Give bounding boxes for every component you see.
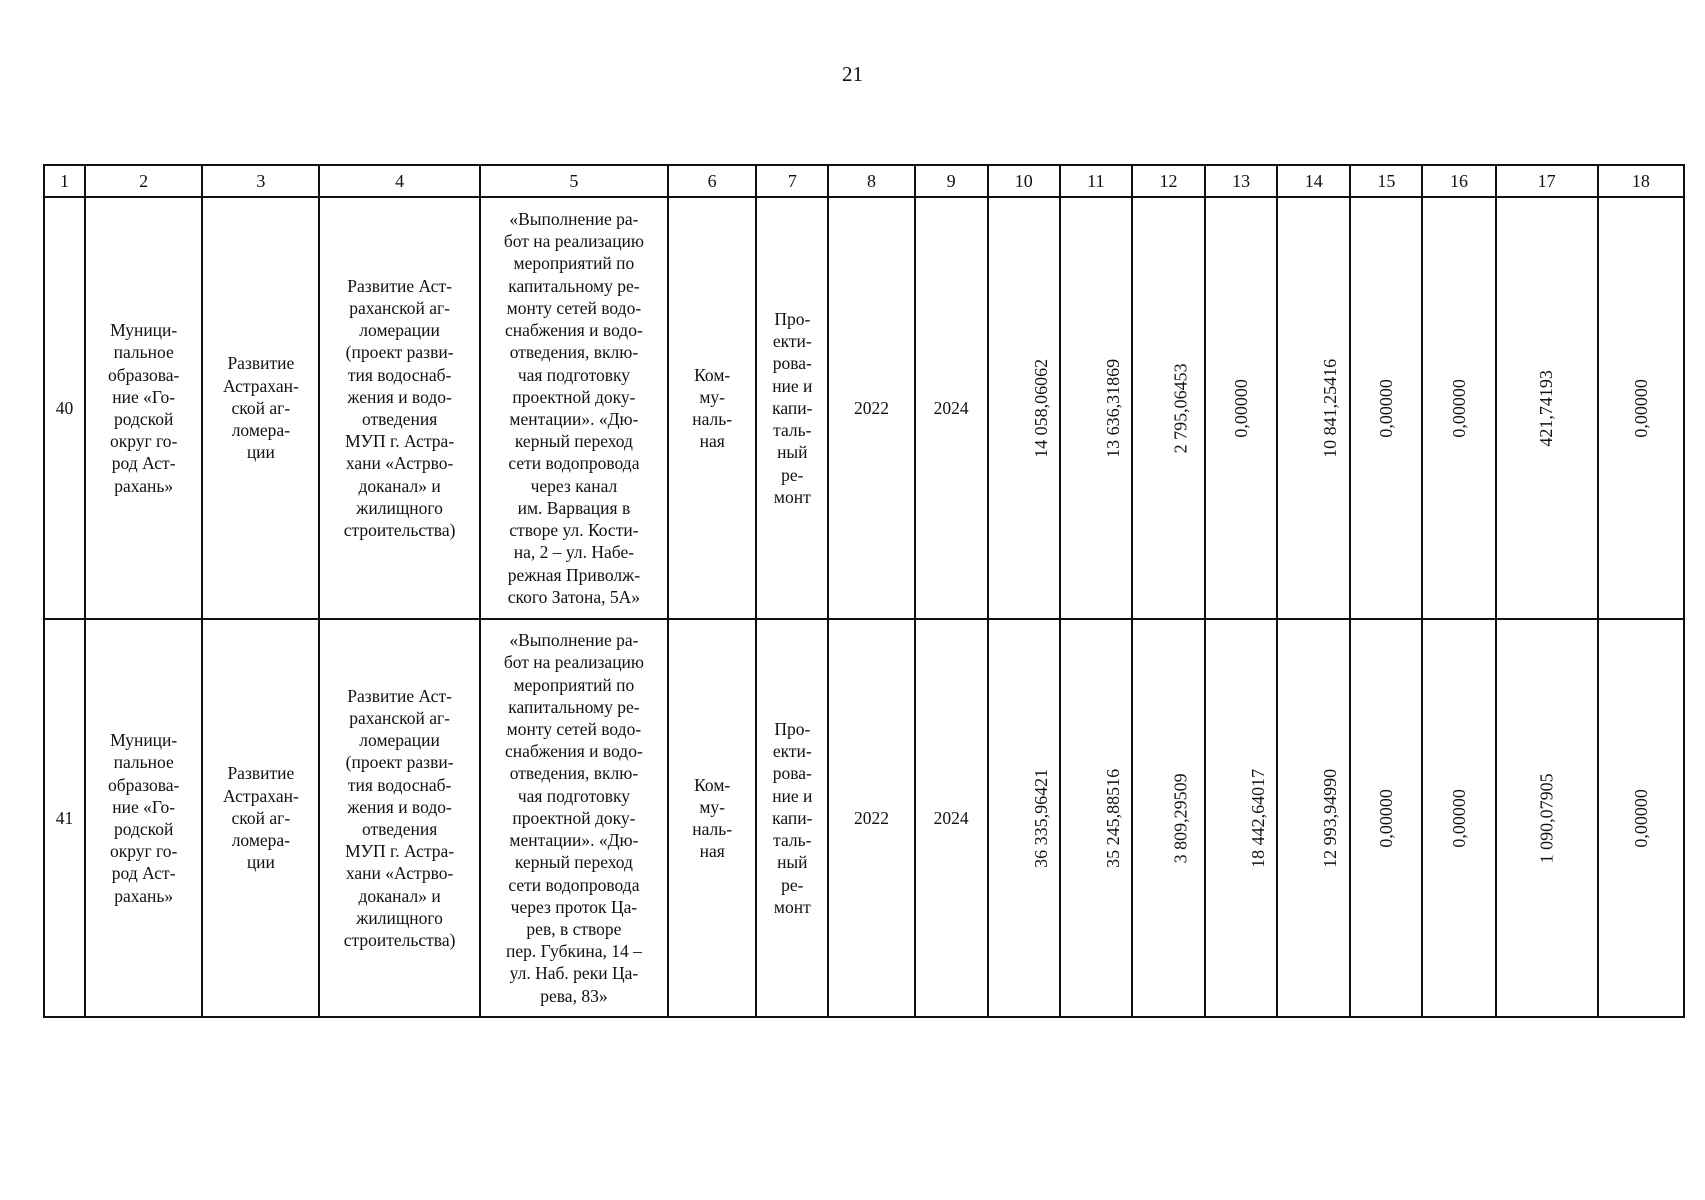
amount-cell xyxy=(1350,619,1422,1017)
column-header: 6 xyxy=(668,165,756,197)
column-header: 13 xyxy=(1205,165,1277,197)
amount-value: 18 442,64017 xyxy=(1248,768,1269,868)
amount-cell xyxy=(1060,619,1132,1017)
amount-value: 10 841,25416 xyxy=(1320,358,1341,458)
column-header: 7 xyxy=(756,165,828,197)
table-row xyxy=(44,197,1684,619)
direction-cell: Развитие Астрахан- ской аг- ломера- ции xyxy=(202,197,319,619)
column-header: 5 xyxy=(480,165,668,197)
amount-value: 12 993,94990 xyxy=(1320,768,1341,868)
object-description-cell: «Выполнение ра- бот на реализацию мероприятий по капитальному ре- монту сетей водо- снабжения и водо- отведения, вклю- чая подготовку проектной доку- ментации». «Дю- керный переход сети водопровода через проток Ца- рев, в створе пер. Губкина, 14 – ул. Наб. реки Ца- рева, 83» xyxy=(480,619,668,1017)
column-header: 1 xyxy=(44,165,85,197)
amount-cell xyxy=(1205,197,1277,619)
amount-cell xyxy=(988,619,1060,1017)
amount-value: 0,00000 xyxy=(1448,378,1469,438)
amount-cell xyxy=(1422,197,1495,619)
ownership-cell: Ком- му- наль- ная xyxy=(668,619,756,1017)
row-number-cell: 40 xyxy=(44,197,85,619)
amount-cell xyxy=(1060,197,1132,619)
project-cell: Развитие Аст- раханской аг- ломерации (проект разви- тия водоснаб- жения и водо- отведения МУП г. Астра- хани «Астрво- доканал» и жилищного строительства) xyxy=(319,197,479,619)
municipality-cell: Муници- пальное образова- ние «Го- родской округ го- род Аст- рахань» xyxy=(85,197,202,619)
work-type-cell: Про- екти- рова- ние и капи- таль- ный ре- монт xyxy=(756,619,828,1017)
column-header: 8 xyxy=(828,165,914,197)
object-description-cell: «Выполнение ра- бот на реализацию мероприятий по капитальному ре- монту сетей водо- снабжения и водо- отведения, вклю- чая подготовку проектной доку- ментации». «Дю- керный переход сети водопровода через канал им. Варвация в створе ул. Кости- на, 2 – ул. Набе- режная Приволж- ского Затона, 5А» xyxy=(480,197,668,619)
column-header: 15 xyxy=(1350,165,1422,197)
direction-cell: Развитие Астрахан- ской аг- ломера- ции xyxy=(202,619,319,1017)
column-header: 10 xyxy=(988,165,1060,197)
amount-value: 35 245,88516 xyxy=(1102,768,1123,868)
amount-value: 0,00000 xyxy=(1375,378,1396,438)
amount-value: 0,00000 xyxy=(1630,378,1651,438)
data-table xyxy=(43,164,1685,1018)
amount-cell xyxy=(1496,197,1598,619)
amount-cell xyxy=(1422,619,1495,1017)
table-row xyxy=(44,619,1684,1017)
column-header: 4 xyxy=(319,165,479,197)
column-header: 2 xyxy=(85,165,202,197)
amount-value: 36 335,96421 xyxy=(1030,768,1051,868)
project-cell: Развитие Аст- раханской аг- ломерации (проект разви- тия водоснаб- жения и водо- отведения МУП г. Астра- хани «Астрво- доканал» и жилищного строительства) xyxy=(319,619,479,1017)
work-type-cell: Про- екти- рова- ние и капи- таль- ный ре- монт xyxy=(756,197,828,619)
amount-value: 13 636,31869 xyxy=(1102,358,1123,458)
amount-cell xyxy=(1132,619,1205,1017)
column-header: 12 xyxy=(1132,165,1205,197)
column-header: 16 xyxy=(1422,165,1495,197)
amount-cell xyxy=(1496,619,1598,1017)
municipality-cell: Муници- пальное образова- ние «Го- родской округ го- род Аст- рахань» xyxy=(85,619,202,1017)
amount-value: 0,00000 xyxy=(1230,378,1251,438)
column-header: 3 xyxy=(202,165,319,197)
page-number: 21 xyxy=(842,62,863,86)
amount-value: 3 809,29509 xyxy=(1170,772,1191,863)
amount-value: 14 058,06062 xyxy=(1030,358,1051,458)
amount-value: 0,00000 xyxy=(1630,788,1651,848)
end-year-cell: 2024 xyxy=(915,197,988,619)
column-header: 14 xyxy=(1277,165,1350,197)
amount-value: 0,00000 xyxy=(1375,788,1396,848)
amount-cell xyxy=(988,197,1060,619)
amount-value: 421,74193 xyxy=(1536,369,1557,447)
amount-cell xyxy=(1132,197,1205,619)
amount-cell xyxy=(1598,197,1684,619)
column-header: 17 xyxy=(1496,165,1598,197)
row-number-cell: 41 xyxy=(44,619,85,1017)
column-header: 11 xyxy=(1060,165,1132,197)
end-year-cell: 2024 xyxy=(915,619,988,1017)
amount-cell xyxy=(1277,619,1350,1017)
amount-cell xyxy=(1205,619,1277,1017)
amount-value: 0,00000 xyxy=(1448,788,1469,848)
column-number-row xyxy=(44,165,1684,197)
amount-cell xyxy=(1277,197,1350,619)
column-header: 9 xyxy=(915,165,988,197)
ownership-cell: Ком- му- наль- ная xyxy=(668,197,756,619)
column-header: 18 xyxy=(1598,165,1684,197)
amount-cell xyxy=(1350,197,1422,619)
amount-cell xyxy=(1598,619,1684,1017)
start-year-cell: 2022 xyxy=(828,197,914,619)
amount-value: 2 795,06453 xyxy=(1170,362,1191,453)
amount-value: 1 090,07905 xyxy=(1536,772,1557,863)
start-year-cell: 2022 xyxy=(828,619,914,1017)
